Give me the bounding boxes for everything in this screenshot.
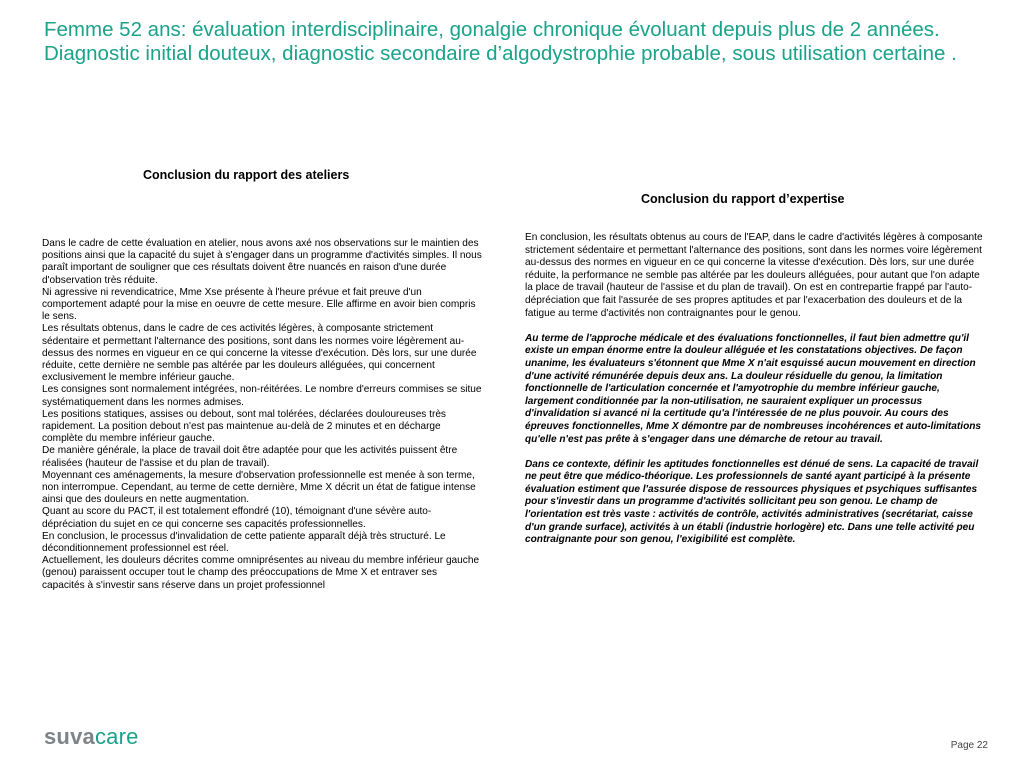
- logo-care: care: [94, 724, 139, 749]
- workshop-paragraph: Ni agressive ni revendicatrice, Mme Xse présente à l'heure prévue et fait preuve d'un comportement adapté pour la mise en oeuvre de cette mesure. Elle affirme en avoir bien compris le sens.: [42, 286, 476, 323]
- title-line-2: Diagnostic initial douteux, diagnostic secondaire d’algodystrophie probable, sous utilisation certaine .: [44, 42, 957, 65]
- workshop-paragraph: Les positions statiques, assises ou debout, sont mal tolérées, déclarées douloureuses très rapidement. La position debout n'est pas maintenue au-delà de 2 minutes et en décharge complète du membre inférieur gauche.: [42, 408, 446, 445]
- workshop-paragraph: Actuellement, les douleurs décrites comme omniprésentes au niveau du membre inférieur gauche (genou) paraissent occuper tout le champ des préoccupations de Mme X et entraver ses capacités à s'investir sans réserve dans un projet professionnel: [42, 555, 480, 591]
- workshop-paragraph: De manière générale, la place de travail doit être adaptée pour que les activités puissent être réalisées (hauteur de l'assise et du plan de travail).: [42, 445, 458, 469]
- workshop-paragraph: Dans le cadre de cette évaluation en atelier, nous avons axé nos observations sur le maintien des positions ainsi que la capacité du sujet à s'engager dans un programme d'activités simples. Il nous paraît important de souligner que ces résultats doivent être nuancés en raison d'une durée d'observation très réduite.: [42, 238, 482, 286]
- logo-suva: suva: [44, 724, 95, 749]
- expertise-paragraph-2: Au terme de l'approche médicale et des évaluations fonctionnelles, il faut bien admettre qu'il existe un empan énorme entre la douleur alléguée et les constatations objectives. De façon unanime, les évaluateurs s'étonnent que Mme X n'ait esquissé aucun mouvement en direction d'une activité rémunérée depuis deux ans. La douleur résiduelle du genou, la limitation fonctionnelle de l'articulation concernée et l'amyotrophie du membre inférieur gauche, largement conditionnée par la non-utilisation, ne sauraient expliquer un processus d'invalidation si avancé ni la certitude qu'a l'intéressée de ne plus pouvoir. Au cours des épreuves fonctionnelles, Mme X démontre par de nombreuses incohérences et auto-limitations qu'elle n'est pas prête à s'engager dans une démarche de retour au travail.: [525, 332, 982, 445]
- workshop-paragraph: Les résultats obtenus, dans le cadre de ces activités légères, à composante strictement sédentaire et permettant l'alternance des positions, sont dans les normes voire légèrement au-dessus des normes en vigueur en ce qui concerne la vitesse d'exécution. Dès lors, sur une durée réduite, cette dernière ne semble pas altérée par les douleurs alléguées, qui concernent exclusivement le membre inférieur gauche.: [42, 323, 477, 384]
- workshop-conclusion-heading: Conclusion du rapport des ateliers: [143, 168, 350, 182]
- expertise-conclusion-text: [525, 232, 987, 559]
- suvacare-logo: [44, 724, 139, 750]
- expertise-paragraph-1: En conclusion, les résultats obtenus au cours de l'EAP, dans le cadre d'activités légères à composante strictement sédentaire et permettant l'alternance des positions, sont dans les normes voire légèrement au-dessus des normes en vigueur en ce qui concerne la vitesse d'exécution. Dès lors, sur une durée réduite, la performance ne semble pas altérée par les douleurs alléguées, pour autant que l'on adapte la place de travail (hauteur de l'assise et du plan de travail). On est en contrepartie frappé par l'auto-dépréciation que fait l'assurée de ses propres aptitudes et par l'exacerbation des douleurs et de la fatigue au terme d'activités non contraignantes pour le genou.: [525, 232, 983, 319]
- expertise-conclusion-heading: Conclusion du rapport d’expertise: [641, 192, 845, 206]
- page-number: Page 22: [950, 740, 988, 751]
- workshop-paragraph: Les consignes sont normalement intégrées, non-réitérées. Le nombre d'erreurs commises se situe systématiquement dans les normes admises.: [42, 384, 482, 408]
- expertise-paragraph-3: Dans ce contexte, définir les aptitudes fonctionnelles est dénué de sens. La capacité de travail ne peut être que médico-théorique. Les professionnels de santé ayant participé à la présente évaluation estiment que l'assurée dispose de ressources physiques et psychiques suffisantes pour s'investir dans un programme d'activités sollicitant peu son genou. Le champ de l'orientation est très vaste : activités de contrôle, activités administratives (secrétariat, caisse d'un grande surface), activités à un établi (industrie horlogère) etc. Dans une telle activité peu contraignante pour son genou, l'exigibilité est complète.: [525, 458, 979, 546]
- workshop-paragraph: Quant au score du PACT, il est totalement effondré (10), témoignant d'une sévère auto-dépréciation du sujet en ce qui concerne ses capacités professionnelles.: [42, 506, 432, 530]
- title-line-1: Femme 52 ans: évaluation interdisciplinaire, gonalgie chronique évoluant depuis plus de 2 années.: [44, 18, 940, 41]
- workshop-conclusion-text: [42, 238, 482, 592]
- workshop-paragraph: Moyennant ces aménagements, la mesure d'observation professionnelle est menée à son terme, non interrompue. Cependant, au terme de cette dernière, Mme X décrit un état de fatigue intense ainsi que des douleurs en nette augmentation.: [42, 469, 476, 506]
- workshop-paragraph: En conclusion, le processus d'invalidation de cette patiente apparaît déjà très structuré. Le déconditionnement professionnel est réel.: [42, 530, 446, 555]
- slide-title: [44, 18, 1004, 66]
